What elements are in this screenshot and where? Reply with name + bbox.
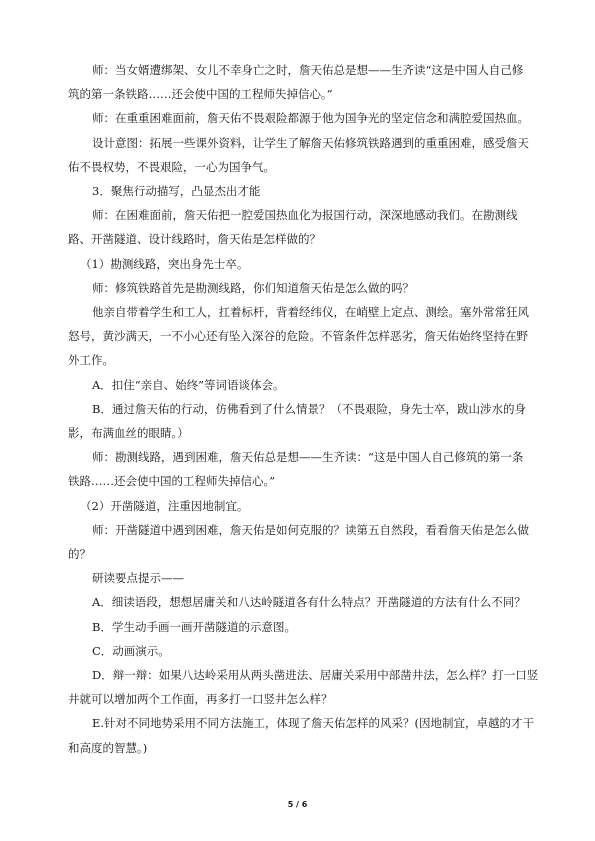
text-line: 外工作。 [68, 353, 114, 368]
page-number: 5 / 6 [287, 800, 308, 809]
text-line: 师：当女婿遭绑架、女儿不幸身亡之时，詹天佑总是想——生齐读“这是中国人自己修 [92, 63, 524, 77]
text-line: 和高度的智慧。) [68, 740, 148, 755]
text-line: 师：开凿隧道中遇到困难，詹天佑是如何克服的？读第五自然段，看看詹天佑是怎么做 [92, 522, 529, 537]
text-line: C．动画演示。 [92, 643, 170, 658]
text-line: 师：在困难面前，詹天佑把一腔爱国热血化为报国行动，深深地感动我们。在勘测线 [92, 208, 518, 223]
text-line: 铁路……还会使中国的工程师失掉信心。” [68, 474, 276, 489]
text-line: 师：修筑铁路首先是勘测线路，你们知道詹天佑是怎么做的吗？ [92, 280, 414, 295]
section-heading: 3．聚焦行动描写，凸显杰出才能 [92, 184, 261, 198]
text-line: A．扣住“亲自、始终”等词语谈体会。 [92, 377, 285, 392]
text-line: A．细读语段，想想居庸关和八达岭隧道各有什么特点？开凿隧道的方法有什么不同？ [92, 595, 526, 610]
text-line: B．通过詹天佑的行动，仿佛看到了什么情景？（不畏艰险，身先士卒，跋山涉水的身 [92, 401, 526, 416]
text-line: 路、开凿隧道、设计线路时，詹天佑是怎样做的？ [68, 232, 321, 247]
text-line: 佑不畏权势，不畏艰险，一心为国争气。 [68, 159, 275, 174]
text-line: 研读要点提示—— [92, 571, 184, 586]
text-line: 的？ [68, 547, 91, 561]
text-line: B．学生动手画一画开凿隧道的示意图。 [92, 619, 296, 634]
text-line: 设计意图：拓展一些课外资料，让学生了解詹天佑修筑铁路遇到的重重困难，感受詹天 [92, 135, 529, 150]
text-line: 他亲自带着学生和工人，扛着标杆，背着经纬仪，在峭壁上定点、测绘。塞外常常狂风 [92, 305, 529, 319]
text-line: 影，布满血丝的眼睛。） [68, 426, 189, 440]
text-line: 井就可以增加两个工作面，再多打一口竖井怎么样？ [68, 692, 333, 707]
text-line: D．辩一辩：如果八达岭采用从两头凿进法、居庸关采用中部凿井法，怎么样？打一口竖 [92, 668, 539, 682]
text-line: E.针对不同地势采用不同方法施工，体现了詹天佑怎样的风采？(因地制宜，卓越的才干 [92, 716, 535, 731]
text-line: 怒号，黄沙满天，一不小心还有坠入深谷的危险。不管条件怎样恶劣，詹天佑始终坚持在野 [68, 329, 528, 344]
subsection-heading: （2）开凿隧道，注重因地制宜。 [80, 498, 249, 513]
text-line: 筑的第一条铁路……还会使中国的工程师失掉信心。” [68, 87, 333, 102]
text-line: 师：勘测线路，遇到困难，詹天佑总是想——生齐读：“这是中国人自己修筑的第一条 [92, 450, 524, 465]
text-line: 师：在重重困难面前，詹天佑不畏艰险都源于他为国争光的坚定信念和满腔爱国热血。 [92, 111, 529, 126]
subsection-heading: （1）勘测线路，突出身先士卒。 [80, 256, 249, 271]
